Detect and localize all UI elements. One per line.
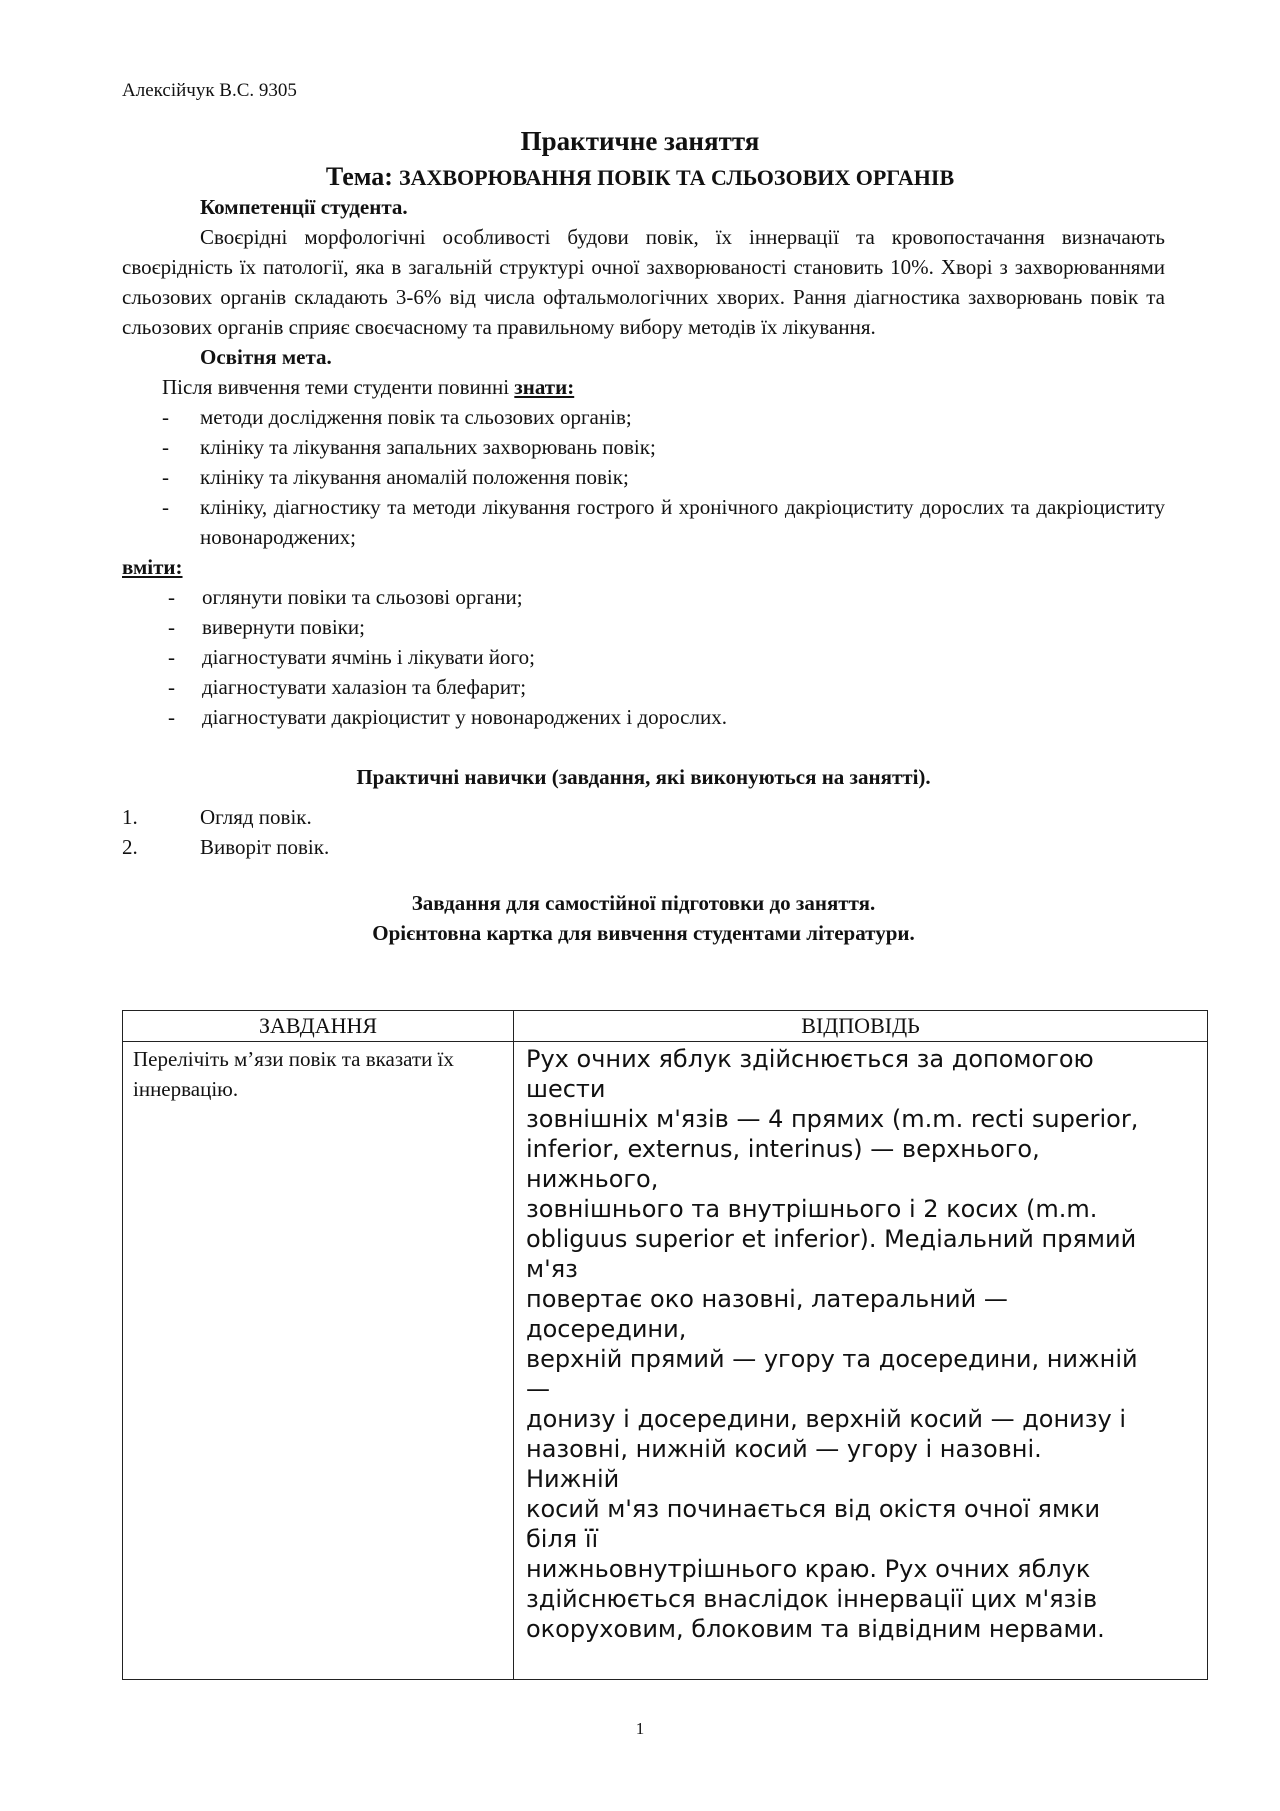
list-item: - діагностувати дакріоцистит у новонароджених і дорослих. (168, 705, 727, 729)
list-item: - вивернути повіки; (168, 615, 365, 639)
list-item: - оглянути повіки та сльозові органи; (168, 585, 523, 609)
able-list (122, 582, 1165, 732)
list-item: 1. Огляд повік. (122, 805, 312, 829)
list-item: - клініку та лікування запальних захворювань повік; (162, 435, 656, 459)
page-number: 1 (635, 1719, 645, 1738)
list-item: 2. Виворіт повік. (122, 835, 330, 859)
column-header-task: ЗАВДАННЯ (123, 1011, 514, 1042)
goal-heading: Освітня мета. (200, 345, 332, 369)
list-item: - діагностувати ячмінь і лікувати його; (168, 645, 535, 669)
goal-lead-text: Після вивчення теми студенти повинні (162, 375, 510, 399)
goal-lead (122, 372, 1165, 402)
list-item: - методи дослідження повік та сльозових органів; (162, 405, 632, 429)
column-header-answer: ВІДПОВІДЬ (514, 1011, 1208, 1042)
competence-heading: Компетенції студента. (200, 195, 408, 219)
know-label: знати: (514, 375, 575, 399)
study-card-table (122, 1010, 1208, 1680)
topic-title (0, 162, 1280, 192)
task-cell: Перелічіть м’язи повік та вказати їх іннервацію. (123, 1042, 514, 1680)
competence-text: Своєрідні морфологічні особливості будови повік, їх іннервації та кровопостачання визначають своєрідність їх патології, яка в загальній структурі очної захворюваності становить 10%. Хворі з захворюваннями сльозових органів складають 3-6% від числа офтальмологічних хворих. Рання діагностика захворювань повік та сльозових органів сприяє своєчасному та правильному вибору методів їх лікування. (122, 225, 1165, 339)
document-title: Практичне заняття (520, 126, 760, 156)
table-header-row (123, 1011, 1208, 1042)
topic-prefix: Тема: (325, 162, 393, 191)
self-prep-heading: Завдання для самостійної підготовки до заняття. (411, 891, 876, 915)
skills-heading: Практичні навички (завдання, які виконуються на занятті). (356, 765, 931, 789)
list-item: - клініку та лікування аномалій положення повік; (162, 465, 629, 489)
card-heading: Орієнтовна картка для вивчення студентами літератури. (372, 921, 915, 945)
answer-cell: Рух очних яблук здійснюється за допомогою шести зовнішніх м'язів — 4 прямих (m.m. recti superior, inferior, externus, interinus) — верхнього, нижнього, зовнішнього та внутрішнього і 2 косих (m.m. obliguus superior et inferior). Медіальний прямий м'яз повертає око назовні, латеральний — досередини, верхній прямий — угору та досередини, нижній — донизу і досередини, верхній косий — донизу і назовні, нижній косий — угору і назовні. Нижній косий м'яз починається від окістя очної ямки біля її нижньовнутрішнього краю. Рух очних яблук здійснюється внаслідок іннервації цих м'язів окоруховим, блоковим та відвідним нервами. (514, 1042, 1208, 1680)
list-item: - клініку, діагностику та методи лікування гострого й хронічного дакріоциститу дорослих та дакріоциститу новонароджених; (162, 495, 1165, 549)
know-list (122, 402, 1165, 552)
main-content (122, 192, 1165, 948)
list-item: - діагностувати халазіон та блефарит; (168, 675, 527, 699)
skills-list (122, 802, 1165, 862)
able-label: вміти: (122, 555, 183, 579)
author-line: Алексійчук В.С. 9305 (122, 80, 297, 101)
topic-text: ЗАХВОРЮВАННЯ ПОВІК ТА СЛЬОЗОВИХ ОРГАНІВ (398, 165, 955, 190)
table-row (123, 1042, 1208, 1680)
